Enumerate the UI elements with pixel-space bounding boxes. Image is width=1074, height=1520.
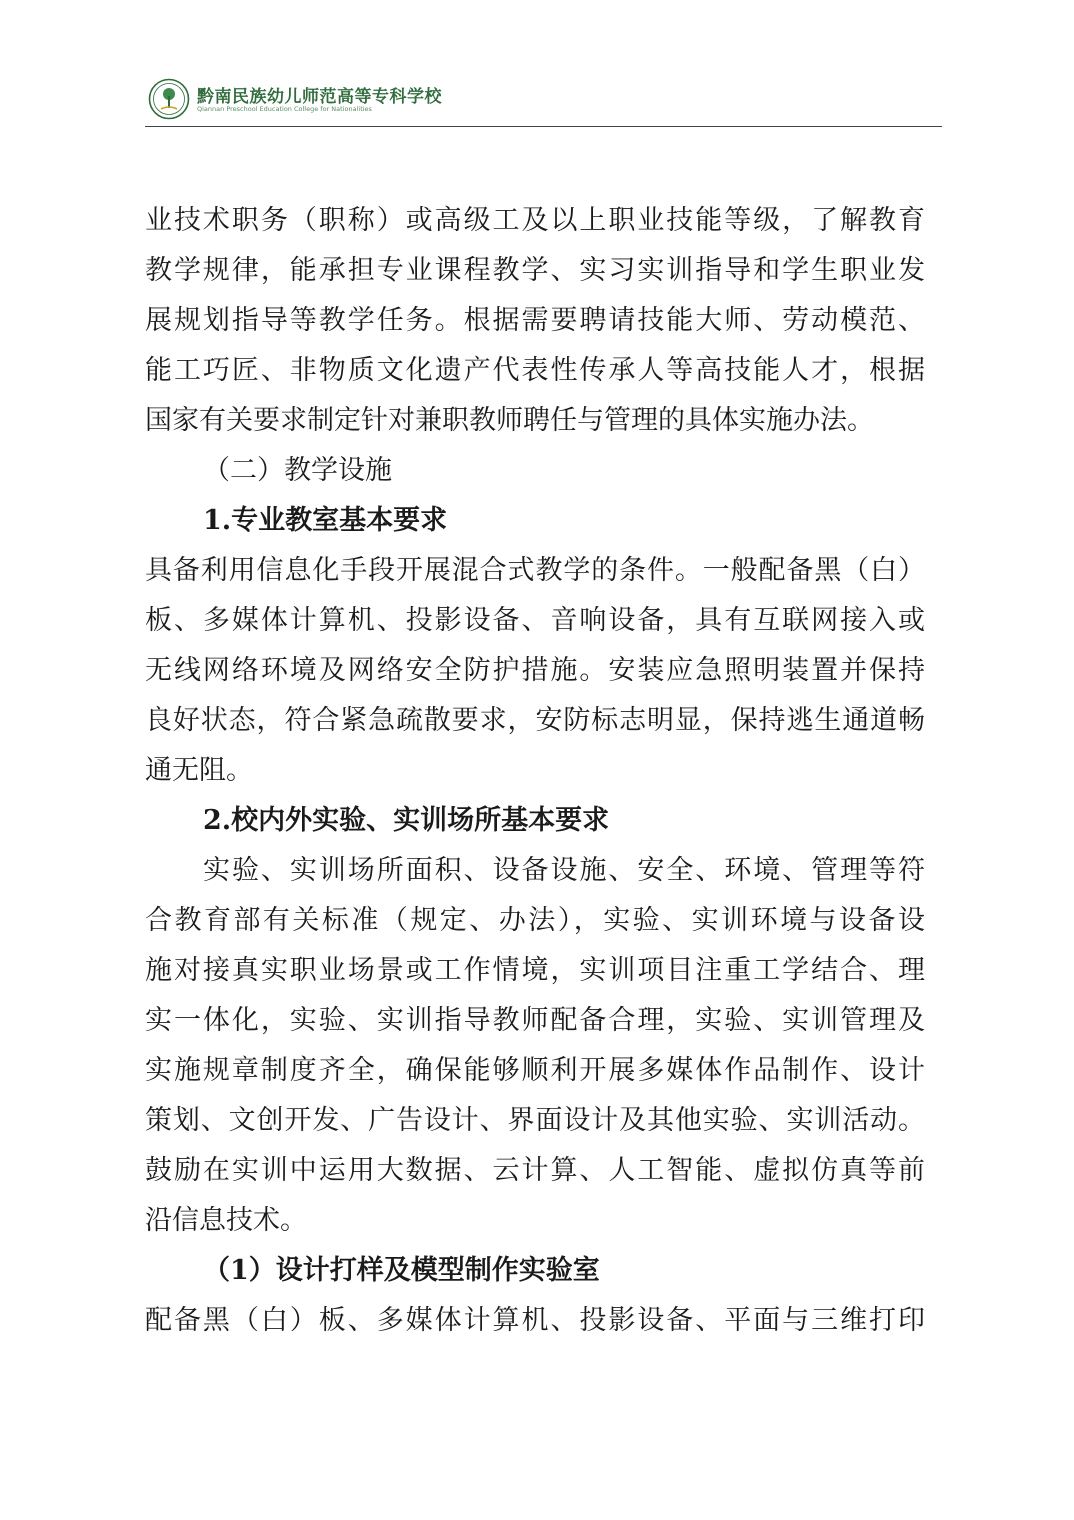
text-line: 良好状态，符合紧急疏散要求，安防标志明显，保持逃生通道畅 <box>145 705 925 736</box>
text-line: 实验、实训场所面积、设备设施、安全、环境、管理等符 <box>203 855 925 886</box>
text-line: 合教育部有关标准（规定、办法），实验、实训环境与设备设 <box>145 905 925 936</box>
text-line: 鼓励在实训中运用大数据、云计算、人工智能、虚拟仿真等前 <box>145 1155 925 1186</box>
text-line: 配备黑（白）板、多媒体计算机、投影设备、平面与三维打印 <box>145 1305 925 1336</box>
header-divider <box>145 126 942 127</box>
text-line: 教学规律，能承担专业课程教学、实习实训指导和学生职业发 <box>145 255 925 286</box>
document-body <box>145 196 925 1346</box>
text-line: 实施规章制度齐全，确保能够顺利开展多媒体作品制作、设计 <box>145 1055 925 1086</box>
heading-training-sites: 2.校内外实验、实训场所基本要求 <box>203 805 610 836</box>
text-line: 实一体化，实验、实训指导教师配备合理，实验、实训管理及 <box>145 1005 925 1036</box>
heading-classroom: 1.专业教室基本要求 <box>203 505 448 536</box>
text-line: 沿信息技术。 <box>145 1205 307 1236</box>
school-name-en: Qiannan Preschool Education College for Nationalities <box>197 105 372 113</box>
section-title: （二）教学设施 <box>203 455 392 486</box>
text-line: 展规划指导等教学任务。根据需要聘请技能大师、劳动模范、 <box>145 305 925 336</box>
text-line: 无线网络环境及网络安全防护措施。安装应急照明装置并保持 <box>145 655 925 686</box>
school-name: 黔南民族幼儿师范高等专科学校 <box>197 87 442 107</box>
text-line: 通无阻。 <box>145 755 253 786</box>
text-line: 板、多媒体计算机、投影设备、音响设备，具有互联网接入或 <box>145 605 925 636</box>
school-emblem-icon <box>148 78 190 120</box>
text-line: 业技术职务（职称）或高级工及以上职业技能等级，了解教育 <box>145 205 925 236</box>
text-line: 策划、文创开发、广告设计、界面设计及其他实验、实训活动。 <box>145 1105 925 1136</box>
text-line: 能工巧匠、非物质文化遗产代表性传承人等高技能人才，根据 <box>145 355 925 386</box>
text-line: 国家有关要求制定针对兼职教师聘任与管理的具体实施办法。 <box>145 405 874 436</box>
text-line: 具备利用信息化手段开展混合式教学的条件。一般配备黑（白） <box>145 555 925 586</box>
page-header <box>145 72 942 128</box>
heading-design-lab: （1）设计打样及模型制作实验室 <box>203 1255 600 1286</box>
text-line: 施对接真实职业场景或工作情境，实训项目注重工学结合、理 <box>145 955 925 986</box>
